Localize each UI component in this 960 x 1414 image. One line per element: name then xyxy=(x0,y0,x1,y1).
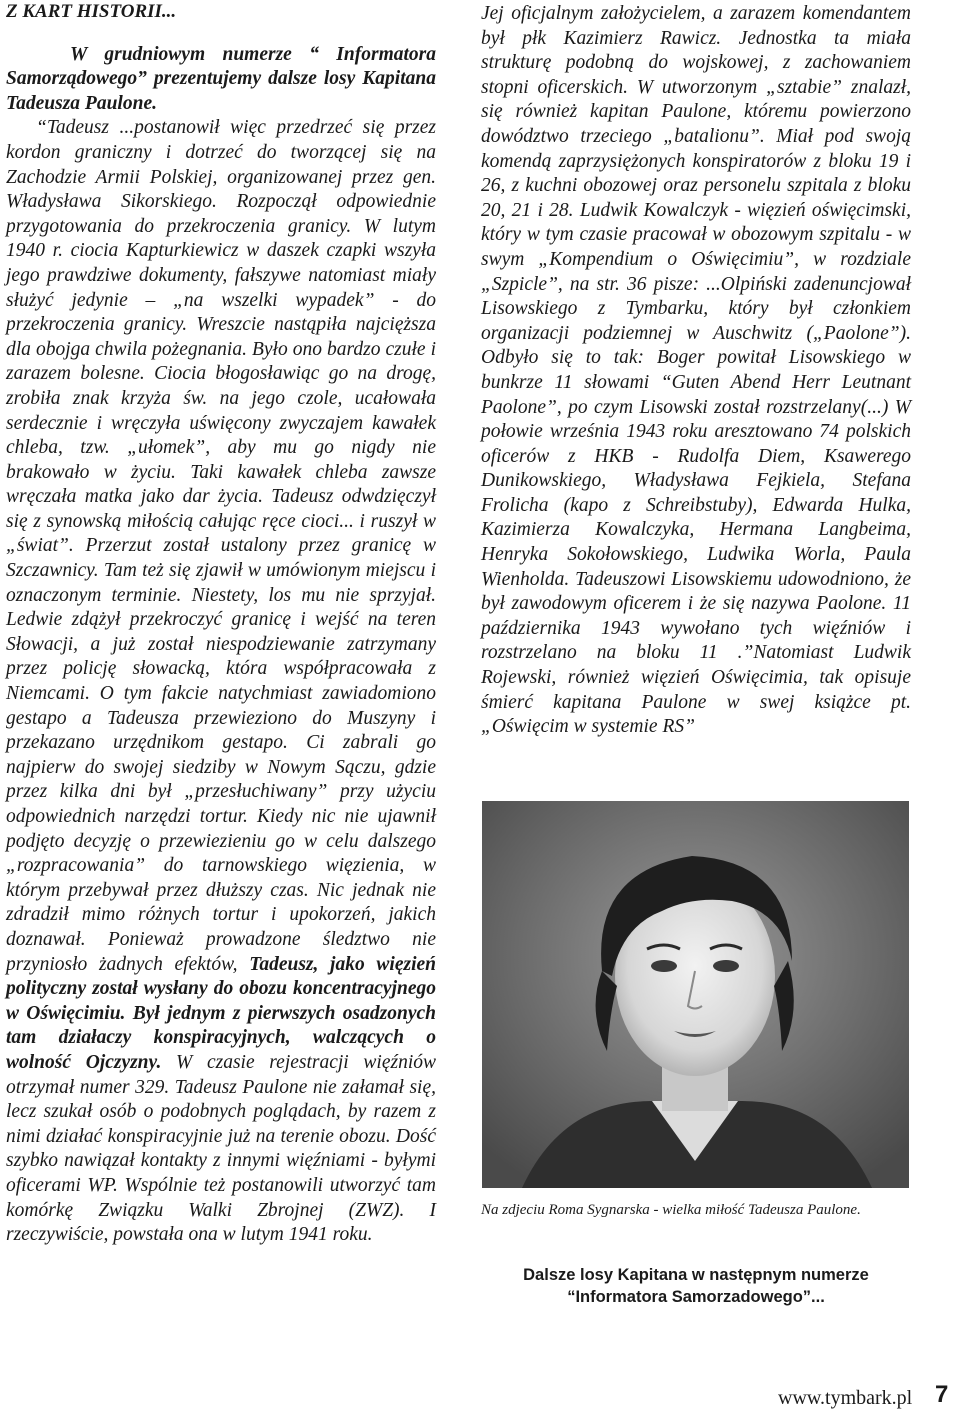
article-intro: W grudniowym numerze “ Informatora Samorządowego” prezentujemy dalsze losy Kapitana Tadeusza Paulone. xyxy=(6,43,436,114)
teaser-line-1: Dalsze losy Kapitana w następnym numerze xyxy=(523,1266,869,1284)
photo-caption: Na zdjeciu Roma Sygnarska - wielka miłość Tadeusza Paulone. xyxy=(481,1202,861,1218)
right-column xyxy=(481,2,911,740)
body-text-end: W czasie rejestracji więźniów otrzymał numer 329. Tadeusz Paulone nie załamał się, lecz szukał osób o podobnych poglądach, by razem z nimi działać konspiracyjnie już na terenie obozu. Dość szybko nawiązał kontakty z innymi więźniami - byłymi oficerami WP. Wspólnie też postanowili utworzyć tam komórkę Związku Walki Zbrojnej (ZWZ). I rzeczywiście, powstała ona w lutym 1941 roku. xyxy=(6,1051,436,1246)
body-text: “Tadeusz ...postanowił więc przedrzeć się przez kordon graniczny i dotrzeć do tworzącej się na Zachodzie Armii Polskiej, organizowanej przez gen. Władysława Sikorskiego. Rozpoczął odpowiednie przygotowania do przekroczenia granicy. W lutym 1940 r. ciocia Kapturkiewicz w daszek czapki wszyła jego prawdziwe dokumenty, fałszywe natomiast miały służyć jedynie – „na wszelki wypadek” - do przekroczenia granicy. Wreszcie nastąpiła najcięższa dla obojga chwila pożegnania. Było ono bardzo czułe i zarazem bolesne. Ciocia błogosławiąc go na drogę, zrobiła znak krzyża św. na jego czole, ucałowała serdecznie i wręczyła uświęcony zwyczajem kawałek chleba, tzw. „ułomek”, aby mu go nigdy nie brakowało w życiu. Taki kawałek chleba zawsze wręczała matka jako dar życia. Tadeusz odwdzięczył się z synowską miłością całując ręce cioci... i ruszył w „świat”. Przerzut został ustalony przez granicę w Szczawnicy. Tam też się zjawił w umówionym miejscu i oznaczonym terminie. Niestety, los mu nie sprzyjał. Ledwie zdążył przekroczyć granicę i wejść na teren Słowacji, a już został niespodziewanie zatrzymany przez policję słowacką, która współpracowała z Niemcami. O tym fakcie natychmiast zawiadomiono gestapo a Tadeusza przewieziono do Muszyny i przekazano urzędnikom gestapo. Ci zabrali go najpierw do swojej siedziby w Nowym Sączu, gdzie przez kilka dni był „przesłuchiwany” przy użyciu odpowiednich narzędzi tortur. Kiedy nic nie ujawnił podjęto decyzję o przewiezieniu go w celu dalszego „rozpracowania” do tarnowskiego więzienia, w którym przebywał przez dłuższy czas. Nic jednak nie zdradził mimo różnych tortur i upokorzeń, jakich doznawał. Ponieważ prowadzone śledztwo nie przyniosło żadnych efektów, xyxy=(6,117,436,975)
article-body-right: Jej oficjalnym założycielem, a zarazem komendantem był płk Kazimierz Rawicz. Jednostka ta miała strukturę podobną do wojskowej, z zachowaniem stopni oficerskich. W utworzonym „sztabie” znalazł, się również kapitan Paulone, któremu powierzono dowództwo trzeciego „batalionu”. Miał pod swoją komendą zaprzysiężonych konspiratorów z bloku 19 i 26, z kuchni obozowej oraz personelu szpitala z bloku 20, 21 i 28. Ludwik Kowalczyk - więzień oświęcimski, który w tym czasie pracował w obozowym szpitalu - w swym „Kompendium o Oświęcimiu”, w rozdziale „Szpicle”, na str. 36 pisze: ...Olpiński zadenuncjował Lisowskiego z Tymbarku, który był członkiem organizacji podziemnej w Auschwitz („Paolone”). Odbyło się to tak: Boger powitał Lisowskiego w bunkrze 11 słowami “Guten Abend Herr Leutnant Paolone”, po czym Lisowski został rozstrzelany(...) W połowie września 1943 roku aresztowano 74 polskich oficerów z HKB - Rudolfa Diem, Ksawerego Dunikowskiego, Władysława Fejkiela, Stefana Frolicha (kapo z Schreibstuby), Edwarda Hulka, Kazimierza Kowalczyka, Hermana Langbeima, Henryka Sokołowskiego, Ludwika Worla, Paula Wienholda. Tadeuszowi Lisowskiemu udowodniono, że był zawodowym oficerem i że się nazywa Paolone. 11 października 1943 wywołano tych więźniów i rozstrzelano na bloku 11 .”Natomiast Ludwik Rojewski, również więzień Oświęcimia, tak opisuje śmierć kapitana Paulone w swej książce pt. „Oświęcim w systemie RS” xyxy=(481,3,911,738)
page-number: 7 xyxy=(935,1381,949,1408)
portrait-photo xyxy=(482,801,909,1188)
teaser-line-2: “Informatora Samorzadowego”... xyxy=(567,1288,825,1306)
body-text-bold: Tadeusz, jako więzień polityczny został wysłany do obozu koncentracyjnego w Oświęcimiu. Był jednym z pierwszych osadzonych tam działaczy konspiracyjnych, walczących o wolność Ojczyzny. xyxy=(6,953,436,1073)
article-body-left xyxy=(6,116,436,1247)
footer-url: www.tymbark.pl xyxy=(778,1387,913,1409)
left-column xyxy=(6,0,436,1248)
portrait-image xyxy=(482,801,909,1188)
next-issue-teaser xyxy=(481,1264,911,1308)
section-kicker: Z KART HISTORII... xyxy=(6,1,177,22)
